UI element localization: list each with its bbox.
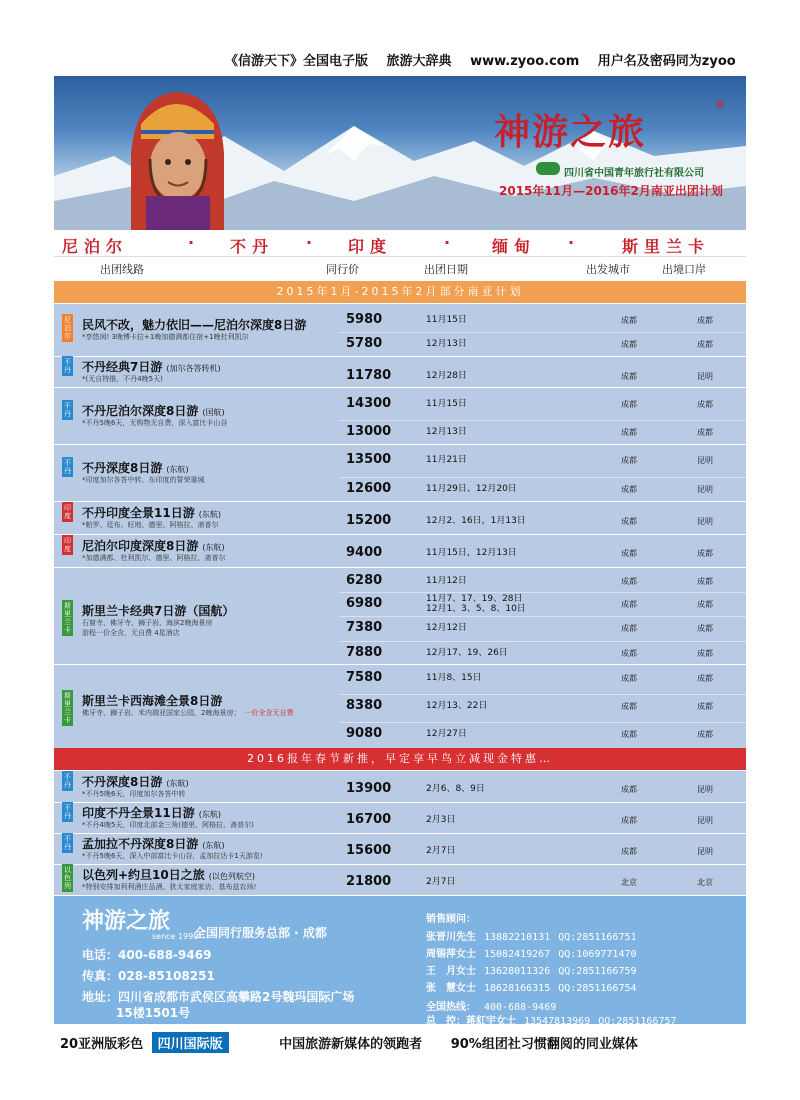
control-name: 蒋虹宇女士 [466, 1016, 516, 1027]
tour-description-2 [82, 628, 180, 638]
hotline-label: 全国热线： [426, 1002, 476, 1013]
fax-line: 传真：028-85108251 [82, 969, 215, 983]
tour-airline-note: (以色列航空) [208, 871, 256, 881]
control-qq: QQ:2851166757 [598, 1016, 677, 1027]
exit-port-cell: 成都 [697, 577, 713, 586]
departure-city-cell: 成都 [621, 316, 637, 325]
tour-name-text: 不丹深度8日游 [82, 460, 163, 475]
date-cell [426, 701, 487, 711]
exit-port-cell: 成都 [697, 702, 713, 711]
contact-qq: QQ:1069771470 [558, 949, 637, 960]
col-city: 出发城市 [586, 263, 630, 276]
tour-desc-text: *不丹5晚6天，无购物无自费，深入富比卡山谷 [82, 418, 228, 427]
tour-name-text: 以色列+约旦10日之旅 [82, 867, 205, 882]
separator-dot: · [568, 233, 575, 252]
exit-port-cell: 昆明 [697, 517, 713, 526]
region-tag-icon: 不丹 [64, 357, 71, 374]
departure-city-cell: 成都 [621, 400, 637, 409]
date-cell [426, 815, 455, 825]
date-cell [426, 371, 467, 381]
tour-name[interactable] [82, 459, 189, 476]
exit-port-cell: 成都 [697, 400, 713, 409]
tour-name-text: 斯里兰卡西海滩全景8日游 [82, 694, 223, 708]
date-line: 12月28日 [426, 371, 467, 381]
tour-table-2015 [54, 304, 746, 748]
tour-name[interactable] [82, 358, 221, 375]
date-line: 11月7、17、19、28日 [426, 594, 523, 604]
row-divider [340, 641, 746, 642]
tour-table-2016 [54, 771, 746, 895]
exit-port-cell: 成都 [697, 340, 713, 349]
date-cell [426, 576, 467, 586]
tour-name[interactable] [82, 504, 221, 521]
region-tag-icon: 不丹 [64, 834, 71, 851]
plan-title: 2015年11月—2016年2月南亚出团计划 [499, 184, 723, 198]
tour-name[interactable] [82, 537, 225, 554]
separator-dot: · [306, 233, 313, 252]
date-cell [426, 673, 482, 683]
exit-port-cell: 成都 [697, 428, 713, 437]
departure-city-cell: 成都 [621, 847, 637, 856]
sales-contact [426, 945, 637, 960]
contact-footer [54, 896, 746, 1027]
tour-group [54, 833, 746, 865]
price-cell: 9080 [346, 726, 383, 741]
departure-city-cell: 成都 [621, 702, 637, 711]
section-header-2015: 2015年1月-2015年2月部分南亚计划 [54, 281, 746, 303]
country-bhutan: 不丹 [230, 237, 275, 256]
price-cell: 12600 [346, 481, 392, 496]
tour-name[interactable] [82, 316, 306, 333]
tour-name[interactable] [82, 602, 234, 619]
slogan-1: 中国旅游新媒体的领跑者 [279, 1037, 423, 1052]
tour-name-text: 不丹经典7日游 [82, 359, 163, 374]
price-cell: 13000 [346, 424, 392, 439]
region-tag-icon: 印度 [64, 536, 71, 553]
page-label: 20亚洲版彩色 [60, 1037, 144, 1052]
price-cell: 7880 [346, 645, 383, 660]
departure-city-cell: 北京 [621, 878, 637, 887]
date-line: 12月12日 [426, 623, 467, 633]
tour-name-text: 不丹尼泊尔深度8日游 [82, 403, 199, 418]
price-cell: 6980 [346, 596, 383, 611]
price-cell: 11780 [346, 368, 392, 383]
contact-qq: QQ:2851166754 [558, 983, 637, 994]
tour-group [54, 534, 746, 568]
tour-group [54, 356, 746, 388]
tour-airline-note: (加尔各答转机) [166, 363, 221, 373]
tour-description [82, 332, 249, 342]
since-label: sence 1999 [152, 932, 199, 941]
price-cell: 7380 [346, 620, 383, 635]
contact-phone: 18628166315 [484, 983, 551, 994]
departure-city-cell: 成都 [621, 649, 637, 658]
exit-port-cell: 成都 [697, 674, 713, 683]
region-tag-icon: 不丹 [64, 458, 71, 475]
hq-label: 全国同行服务总部 · 成都 [194, 926, 327, 940]
tour-description [82, 418, 227, 428]
column-headers [54, 259, 746, 277]
edition-badge: 四川国际版 [152, 1032, 229, 1053]
exit-port-cell: 昆明 [697, 816, 713, 825]
price-cell: 21800 [346, 874, 392, 889]
website-link[interactable]: www.zyoo.com [470, 54, 580, 69]
exit-port-cell: 昆明 [697, 847, 713, 856]
country-nepal: 尼泊尔 [62, 237, 129, 256]
tour-name-text: 民风不改，魅力依旧——尼泊尔深度8日游 [82, 318, 307, 332]
col-price: 同行价 [326, 263, 359, 276]
col-route: 出团线路 [100, 263, 144, 276]
phone-line: 电话：400-688-9469 [82, 948, 212, 962]
bottom-bar [60, 1032, 750, 1053]
contact-qq: QQ:2851166751 [558, 932, 637, 943]
date-line: 2月3日 [426, 815, 456, 825]
region-tag-icon: 以色列 [64, 865, 71, 890]
control-line [426, 1012, 677, 1027]
tour-group [54, 567, 746, 665]
exit-port-cell: 昆明 [697, 485, 713, 494]
control-label: 总 控： [426, 1016, 466, 1027]
date-line: 2月6、8、9日 [426, 784, 485, 794]
tour-name[interactable] [82, 835, 225, 852]
row-divider [340, 332, 746, 333]
date-cell [426, 339, 467, 349]
region-tag-icon: 斯里兰卡 [64, 692, 71, 724]
contact-name: 张 慧女士 [426, 983, 476, 994]
price-cell: 7580 [346, 670, 383, 685]
departure-city-cell: 成都 [621, 485, 637, 494]
tour-group [54, 304, 746, 357]
hotline-number: 400-688-9469 [484, 1002, 557, 1013]
tour-airline-note: (东航) [166, 778, 189, 788]
tour-description [82, 789, 185, 799]
contact-qq: QQ:2851166759 [558, 966, 637, 977]
exit-port-cell: 成都 [697, 600, 713, 609]
date-line: 11月15日 [426, 315, 467, 325]
tour-desc-text: *特别安排加利利酒庄品酒、犹太家庭家访、基布兹农场! [82, 882, 257, 891]
price-cell: 6280 [346, 573, 383, 588]
tour-name[interactable] [82, 692, 222, 709]
tour-description [82, 475, 205, 485]
contact-phone: 15082419267 [484, 949, 551, 960]
brand-logo: 神游之旅 [494, 111, 647, 153]
price-cell: 9400 [346, 545, 383, 560]
exit-port-cell: 昆明 [697, 456, 713, 465]
date-cell [426, 877, 455, 887]
date-cell [426, 648, 508, 658]
date-line: 11月8、15日 [426, 673, 482, 683]
exit-port-cell: 成都 [697, 730, 713, 739]
date-cell [426, 729, 467, 739]
address-line-2: 15楼1501号 [116, 1006, 191, 1020]
col-port: 出境口岸 [662, 263, 706, 276]
date-cell [426, 623, 467, 633]
tour-desc-text: *帕罗、廷布、旺地、德里、阿格拉、斋普尔 [82, 520, 219, 529]
contact-name: 王 月女士 [426, 966, 476, 977]
departure-city-cell: 成都 [621, 624, 637, 633]
date-cell [426, 548, 517, 558]
slogan-2: 90%组团社习惯翻阅的同业媒体 [450, 1037, 638, 1052]
region-tag-icon: 斯里兰卡 [64, 601, 71, 634]
tour-description [82, 618, 212, 628]
date-line: 11月12日 [426, 576, 467, 586]
exit-port-cell: 成都 [697, 649, 713, 658]
tour-name-text: 不丹深度8日游 [82, 774, 163, 789]
date-line: 11月29日、12月20日 [426, 484, 517, 494]
date-line: 12月17、19、26日 [426, 648, 508, 658]
tour-airline-note: (东航) [198, 809, 221, 819]
tour-desc-text: *(无自特推，不丹4晚5天) [82, 374, 163, 383]
separator-dot: · [188, 233, 195, 252]
row-divider [340, 477, 746, 478]
hero-banner [54, 76, 746, 230]
departure-city-cell: 成都 [621, 577, 637, 586]
date-line: 12月2、16日，1月13日 [426, 516, 526, 526]
date-line: 2月7日 [426, 846, 456, 856]
tour-airline-note: (东航) [202, 542, 225, 552]
date-cell [426, 399, 467, 409]
departure-city-cell: 成都 [621, 340, 637, 349]
tour-description [82, 374, 163, 384]
price-cell: 5980 [346, 312, 383, 327]
price-cell: 15600 [346, 843, 392, 858]
tour-desc-text: *不丹5晚6天，深入中部富比卡山谷，孟加拉达卡1天游览! [82, 851, 263, 860]
sales-title: 销售顾问： [426, 914, 476, 925]
date-line: 11月21日 [426, 455, 467, 465]
tour-group [54, 664, 746, 749]
tour-desc-text: *不丹4晚5天，印度北部金三角(德里、阿格拉、斋普尔) [82, 820, 254, 829]
departure-city-cell: 成都 [621, 730, 637, 739]
departure-city-cell: 成都 [621, 428, 637, 437]
sales-contact [426, 979, 637, 994]
exit-port-cell: 成都 [697, 624, 713, 633]
price-cell: 16700 [346, 812, 392, 827]
departure-city-cell: 成都 [621, 816, 637, 825]
date-cell [426, 455, 467, 465]
exit-port-cell: 成都 [697, 549, 713, 558]
tour-name-text: 印度不丹全景11日游 [82, 805, 195, 820]
price-cell: 13500 [346, 452, 392, 467]
tour-desc-text: 石窟寺、佛牙寺、狮子岩、海滨2晚海景房 [82, 618, 213, 627]
exit-port-cell: 昆明 [697, 785, 713, 794]
tour-desc-text: *享悠闲! 3晚博卡拉+1晚加德满都住宿+1晚杜利凯尔 [82, 333, 249, 341]
row-divider [340, 616, 746, 617]
registered-mark: ® [714, 98, 726, 112]
tour-group [54, 771, 746, 803]
date-cell [426, 846, 455, 856]
dictionary-label: 旅游大辞典 [386, 54, 452, 69]
col-date: 出团日期 [424, 263, 468, 276]
tour-description [82, 520, 219, 530]
tour-description [82, 851, 263, 861]
section-header-2016: 2016报年春节新推，早定享早鸟立减现金特惠… [54, 748, 746, 770]
tour-desc-text: *不丹5晚6天，印度加尔各答中转 [82, 789, 186, 798]
date-line: 11月15日 [426, 399, 467, 409]
sales-contact [426, 962, 637, 977]
date-cell [426, 516, 526, 526]
contact-name: 张晋川先生 [426, 932, 476, 943]
tour-airline-note: (东航) [166, 464, 189, 474]
exit-port-cell: 北京 [697, 878, 713, 887]
tour-name[interactable] [82, 402, 225, 419]
price-cell: 8380 [346, 698, 383, 713]
tour-group [54, 864, 746, 896]
country-srilanka: 斯里兰卡 [622, 237, 711, 256]
tour-group [54, 444, 746, 502]
tour-description [82, 708, 293, 718]
tour-description [82, 882, 256, 892]
portrait-woman-image [116, 84, 236, 230]
row-divider [340, 420, 746, 421]
agency-name: 四川省中国青年旅行社有限公司 [564, 168, 704, 179]
hotline-line [426, 998, 556, 1013]
tour-group [54, 387, 746, 445]
departure-city-cell: 成都 [621, 372, 637, 381]
top-header-line [225, 50, 785, 69]
separator-dot: · [444, 233, 451, 252]
tour-name-text: 不丹印度全景11日游 [82, 505, 195, 520]
tour-name[interactable] [82, 773, 189, 790]
tour-desc-text: 佛牙寺、狮子岩、米内瑞亚国家公园，2晚海景房； [82, 709, 241, 717]
date-cell [426, 484, 517, 494]
departure-city-cell: 成都 [621, 674, 637, 683]
tour-group [54, 501, 746, 535]
address-line: 地址：四川省成都市武侯区高攀路2号魏玛国际广场 [82, 990, 355, 1004]
date-line: 12月27日 [426, 729, 467, 739]
date-line: 12月13日 [426, 427, 467, 437]
tour-desc2-text: 游程一价全含，无自费 4星酒店 [82, 628, 180, 637]
tour-name-text: 尼泊尔印度深度8日游 [82, 538, 199, 553]
date-line-2: 12月1、3、5、8、10日 [426, 604, 526, 614]
price-cell: 14300 [346, 396, 392, 411]
region-tag-icon: 不丹 [64, 401, 71, 418]
date-cell [426, 594, 526, 614]
price-cell: 15200 [346, 513, 392, 528]
footer-logo: 神游之旅 [82, 908, 171, 934]
control-phone: 13547813969 [524, 1016, 591, 1027]
departure-city-cell: 成都 [621, 456, 637, 465]
exit-port-cell: 成都 [697, 316, 713, 325]
tour-desc-highlight: 一价全含无自费 [244, 709, 294, 717]
contact-phone: 13628011326 [484, 966, 551, 977]
tour-name[interactable] [82, 804, 221, 821]
tour-airline-note: (国航) [202, 407, 225, 417]
contact-phone: 13882210131 [484, 932, 551, 943]
sales-contact [426, 928, 637, 943]
row-divider [340, 722, 746, 723]
region-tag-icon: 不丹 [64, 772, 71, 789]
date-line: 11月15日，12月13日 [426, 548, 517, 558]
row-divider [340, 592, 746, 593]
contact-name: 周锡萍女士 [426, 949, 476, 960]
row-divider [340, 694, 746, 695]
tour-desc-text: *印度加尔各答中转、东印度的誓荣重城 [82, 475, 205, 484]
country-india: 印度 [348, 237, 393, 256]
departure-city-cell: 成都 [621, 549, 637, 558]
region-tag-icon: 不丹 [64, 803, 71, 820]
price-cell: 5780 [346, 336, 383, 351]
exit-port-cell: 昆明 [697, 372, 713, 381]
tour-description [82, 820, 254, 830]
tour-airline-note: (东航) [198, 509, 221, 519]
tour-airline-note: (东航) [202, 840, 225, 850]
region-tag-icon: 印度 [64, 503, 71, 520]
date-cell [426, 427, 467, 437]
price-cell: 13900 [346, 781, 392, 796]
departure-city-cell: 成都 [621, 785, 637, 794]
tour-name-text: 斯里兰卡经典7日游（国航） [82, 603, 235, 618]
tour-desc-text: *加德满都、杜利凯尔、德里、阿格拉、斋普尔 [82, 553, 226, 562]
country-bar [54, 232, 746, 257]
country-myanmar: 缅甸 [492, 237, 537, 256]
tour-description [82, 553, 226, 563]
agency-logo-icon [536, 162, 560, 175]
tour-name[interactable] [82, 866, 255, 883]
date-cell [426, 784, 485, 794]
tour-group [54, 802, 746, 834]
tour-name-text: 孟加拉不丹深度8日游 [82, 836, 199, 851]
login-note: 用户名及密码同为zyoo [597, 54, 736, 69]
date-line: 2月7日 [426, 877, 456, 887]
departure-city-cell: 成都 [621, 517, 637, 526]
date-line: 12月13日 [426, 339, 467, 349]
departure-city-cell: 成都 [621, 600, 637, 609]
magazine-title: 《信游天下》全国电子版 [225, 54, 369, 69]
region-tag-icon: 尼泊尔 [64, 316, 71, 340]
date-line: 12月13、22日 [426, 701, 488, 711]
date-cell [426, 315, 467, 325]
